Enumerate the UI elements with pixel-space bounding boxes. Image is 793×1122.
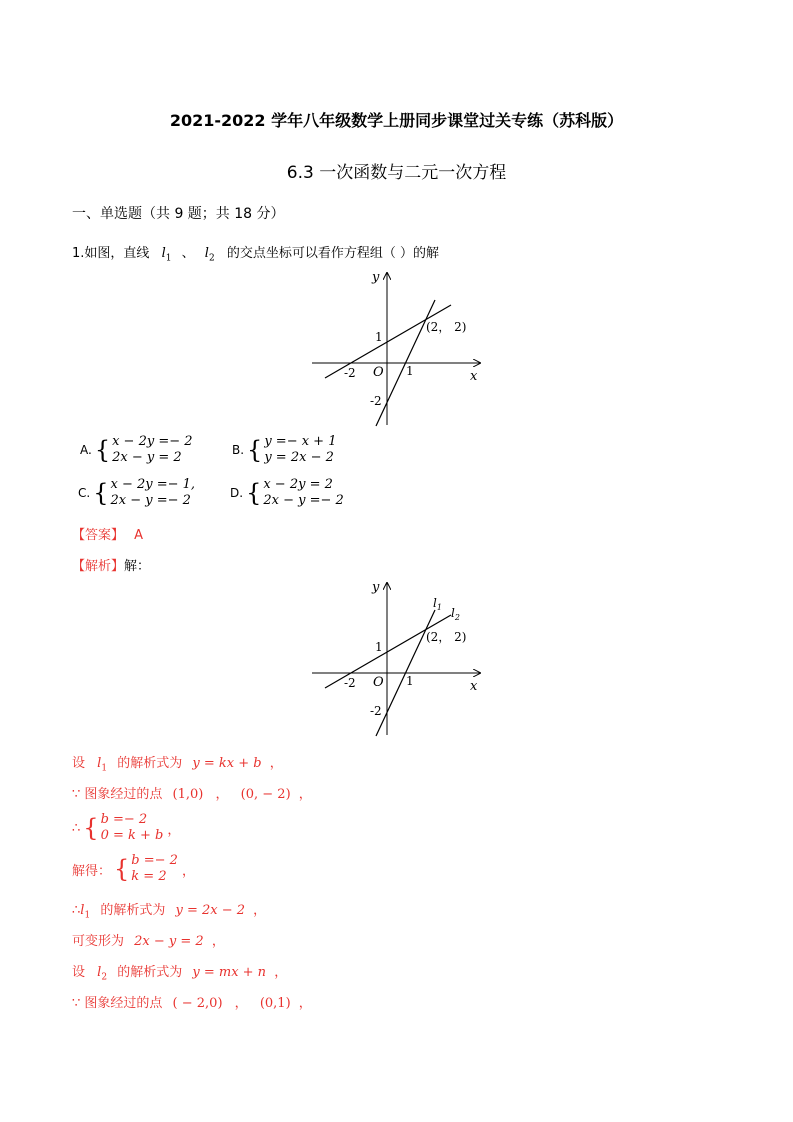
- option-a-eq1: x − 2y =− 2: [112, 434, 193, 449]
- y-axis-label: y: [372, 270, 380, 285]
- option-b-eq2: y = 2x − 2: [264, 450, 334, 465]
- line-l2-label: $l_2$: [451, 606, 460, 622]
- point-2: (0,1): [259, 996, 291, 1011]
- answer-line: [72, 524, 143, 543]
- tick-y-neg: -2: [370, 394, 382, 408]
- question-text-b: 的交点坐标可以看作方程组（ ）的解: [226, 246, 439, 261]
- solution-line-6: 可变形为 2x − y = 2 ，: [72, 934, 225, 949]
- option-c-eq2: 2x − y =− 2: [110, 493, 191, 508]
- page-title: 2021-2022 学年八年级数学上册同步课堂过关专练（苏科版）: [169, 111, 624, 130]
- option-d-eq2: 2x − y =− 2: [263, 493, 344, 508]
- x-axis-label: x: [470, 369, 478, 384]
- option-d-eq1: x − 2y = 2: [263, 477, 333, 492]
- tick-x-neg: -2: [344, 366, 356, 380]
- equation: y = 2x − 2: [175, 903, 246, 918]
- tick-y-pos: 1: [375, 330, 383, 344]
- analysis-prefix: 解：: [124, 559, 151, 574]
- option-d[interactable]: [230, 477, 344, 509]
- equation: y = kx + b: [192, 756, 262, 771]
- analysis-label: 【解析】: [72, 559, 125, 574]
- solution-line-3: ∴ { b =− 2 0 = k + b ，: [72, 812, 181, 843]
- section-heading: 一、单选题（共 9 题；共 18 分）: [72, 206, 285, 222]
- brace-icon: {: [93, 479, 109, 507]
- option-a[interactable]: [80, 434, 193, 466]
- solution-line-8: ∵ 图象经过的点 ( − 2,0) ， (0,1) ，: [72, 996, 312, 1011]
- option-a-eq2: 2x − y = 2: [112, 450, 182, 465]
- brace-icon: {: [114, 855, 130, 883]
- var-l2: $l_2$: [204, 246, 215, 264]
- question-text: [72, 242, 439, 264]
- lesson-title: 6.3 一次函数与二元一次方程: [286, 163, 507, 183]
- var-l2: $l_2$: [97, 965, 108, 983]
- option-a-letter: A.: [80, 443, 92, 457]
- origin-label: O: [373, 365, 384, 380]
- brace-icon: {: [94, 436, 111, 464]
- tick-x-neg: -2: [344, 676, 356, 690]
- var-l1: $l_1$: [97, 756, 108, 774]
- tick-x-pos: 1: [406, 364, 414, 378]
- option-b-letter: B.: [232, 443, 245, 457]
- equation: 2x − y = 2: [134, 934, 204, 949]
- intersection-label: (2， 2): [426, 630, 467, 644]
- brace-icon: {: [246, 479, 262, 507]
- question-number: 1.: [72, 246, 85, 261]
- option-d-letter: D.: [230, 486, 244, 500]
- origin-label: O: [373, 675, 384, 690]
- y-axis-label: y: [372, 580, 380, 595]
- tick-y-pos: 1: [375, 640, 383, 654]
- solution-line-1: 设 $l_1$ 的解析式为 y = kx + b ，: [72, 756, 283, 774]
- analysis-graph: [300, 575, 500, 745]
- tick-x-pos: 1: [406, 674, 414, 688]
- equation: y = mx + n: [192, 965, 267, 980]
- line-l1-label: $l_1$: [433, 596, 442, 612]
- analysis-line: [72, 555, 150, 574]
- option-c[interactable]: [78, 477, 195, 509]
- separator: 、: [181, 246, 195, 261]
- point-1: (1,0): [172, 787, 204, 802]
- question-text-a: 如图，直线: [84, 246, 150, 261]
- brace-icon: {: [83, 814, 99, 842]
- var-l1: $l_1$: [161, 246, 172, 264]
- intersection-label: (2， 2): [426, 320, 467, 334]
- option-b-eq1: y =− x + 1: [264, 434, 337, 449]
- var-l1: $l_1$: [80, 903, 91, 921]
- question-graph: [300, 265, 500, 435]
- solution-line-7: 设 $l_2$ 的解析式为 y = mx + n ，: [72, 965, 288, 983]
- option-b[interactable]: [232, 434, 336, 466]
- point-2: (0, − 2): [240, 787, 291, 802]
- option-c-eq1: x − 2y =− 1,: [110, 477, 196, 492]
- answer-label: 【答案】: [72, 528, 125, 543]
- answer-value: A: [134, 528, 144, 543]
- x-axis-label: x: [470, 679, 478, 694]
- option-c-letter: C.: [78, 486, 91, 500]
- solution-line-4: 解得： { b =− 2 k = 2 ，: [72, 853, 195, 884]
- tick-y-neg: -2: [370, 704, 382, 718]
- solution-line-5: $\therefore l_1$ 的解析式为 y = 2x − 2 ，: [72, 903, 267, 921]
- point-1: ( − 2,0): [172, 996, 223, 1011]
- solution-line-2: ∵ 图象经过的点 (1,0) ， (0, − 2) ，: [72, 787, 312, 802]
- brace-icon: {: [247, 436, 263, 464]
